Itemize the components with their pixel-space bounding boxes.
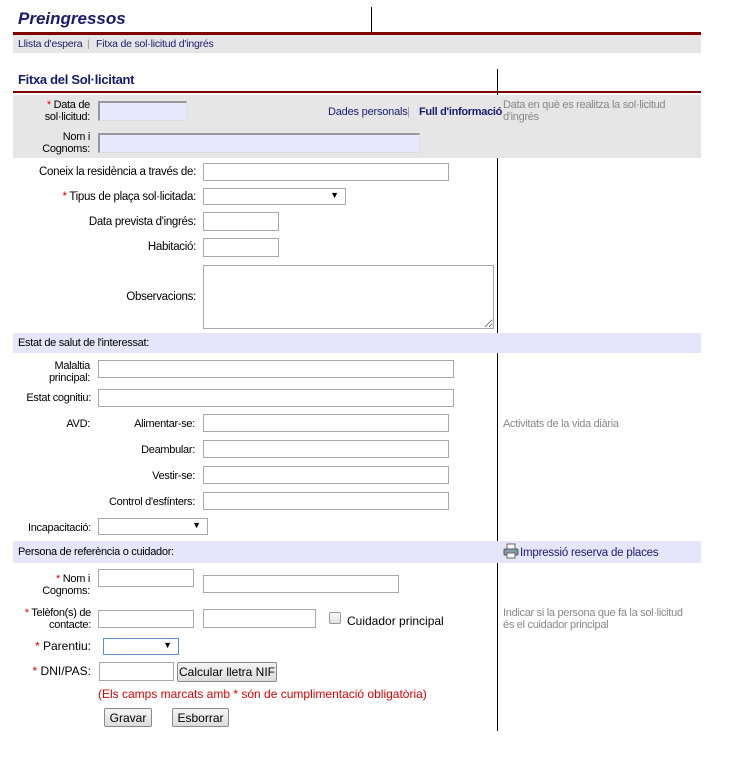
dni-label: * DNI/PAS:	[32, 664, 91, 678]
avd-label: AVD:	[66, 418, 90, 430]
dni-input[interactable]	[99, 662, 174, 681]
ref-nom-input[interactable]	[98, 569, 194, 587]
habitacio-label: Habitació:	[147, 241, 196, 253]
coneix-label: Coneix la residència a través de:	[39, 166, 196, 178]
ref-cognoms-input[interactable]	[203, 575, 399, 593]
observacions-textarea[interactable]	[203, 265, 494, 329]
breadcrumb-item-llista[interactable]: Llista d'espera	[18, 38, 83, 50]
nom-cognoms-label: Nom i Cognoms:	[42, 131, 90, 155]
chevron-down-icon: ▼	[163, 640, 172, 650]
malaltia-input[interactable]	[98, 360, 454, 378]
data-sollicitud-input[interactable]	[98, 101, 187, 121]
malaltia-label: Malaltia principal:	[48, 360, 90, 384]
data-sollicitud-label: * Data de sol·licitud:	[44, 99, 90, 123]
required-fields-note: (Els camps marcats amb * són de cumplimentació obligatòria)	[98, 687, 427, 701]
delete-button[interactable]: Esborrar	[172, 708, 229, 727]
estat-cognitiu-input[interactable]	[98, 389, 454, 407]
tab-separator: |	[407, 106, 410, 118]
vestir-input[interactable]	[203, 466, 449, 484]
esfinters-label: Control d'esfínters:	[109, 496, 195, 508]
data-prevista-input[interactable]	[203, 212, 279, 231]
cuidador-principal-checkbox[interactable]	[329, 612, 341, 624]
esfinters-input[interactable]	[203, 492, 449, 510]
ref-telefon-input-2[interactable]	[203, 609, 316, 628]
app-title: Preingressos	[18, 9, 126, 28]
form-title-rule	[13, 91, 701, 93]
tab-full-informacio[interactable]: Full d'informació	[419, 106, 503, 118]
ref-telefon-input-1[interactable]	[98, 610, 194, 628]
cuidador-principal-label: Cuidador principal	[347, 614, 444, 628]
salut-section-title: Estat de salut de l'interessat:	[18, 337, 149, 349]
breadcrumb-item-fitxa[interactable]: Fitxa de sol·licitud d'ingrés	[96, 38, 214, 50]
incapacitacio-select[interactable]	[98, 518, 208, 535]
ref-telefon-label: * Telèfon(s) de contacte:	[24, 607, 91, 631]
column-divider	[497, 69, 498, 731]
breadcrumb	[13, 35, 701, 53]
habitacio-input[interactable]	[203, 238, 279, 257]
cuidador-hint: Indicar si la persona que fa la sol·licitud és el cuidador principal	[503, 607, 683, 631]
deambular-input[interactable]	[203, 440, 449, 458]
coneix-input[interactable]	[203, 163, 449, 181]
data-prevista-label: Data prevista d'ingrés:	[88, 216, 196, 228]
tipus-placa-select[interactable]	[203, 188, 346, 205]
form-title: Fitxa del Sol·licitant	[18, 72, 135, 87]
observacions-label: Observacions:	[126, 291, 196, 303]
incapacitacio-label: Incapacitació:	[27, 522, 91, 534]
referencia-section-title: Persona de referència o cuidador:	[18, 546, 174, 558]
chevron-down-icon: ▼	[330, 190, 339, 200]
print-reserva-link[interactable]: Impressió reserva de places	[520, 547, 659, 559]
printer-icon[interactable]	[503, 543, 519, 559]
vestir-label: Vestir-se:	[152, 470, 195, 482]
avd-hint: Activitats de la vida diària	[503, 418, 619, 430]
deambular-label: Deambular:	[141, 444, 195, 456]
calcular-nif-button[interactable]: Calcular lletra NIF	[177, 662, 277, 682]
save-button[interactable]: Gravar	[104, 708, 152, 727]
parentiu-label: * Parentiu:	[34, 639, 91, 653]
tipus-placa-label: * Tipus de plaça sol·licitada:	[62, 191, 196, 203]
ref-nom-label: * Nom i Cognoms:	[42, 573, 90, 597]
alimentar-label: Alimentar-se:	[134, 418, 195, 430]
data-sollicitud-hint: Data en què es realitza la sol·licitud d'ingrés	[503, 99, 666, 123]
parentiu-select[interactable]	[103, 638, 179, 655]
tab-dades-personals[interactable]: Dades personals	[328, 106, 408, 118]
estat-cognitiu-label: Estat cognitiu:	[26, 392, 91, 404]
alimentar-input[interactable]	[203, 414, 449, 432]
breadcrumb-separator: |	[87, 38, 90, 50]
salut-section-bar	[13, 333, 701, 353]
nom-cognoms-input[interactable]	[98, 133, 420, 153]
chevron-down-icon: ▼	[192, 520, 201, 530]
